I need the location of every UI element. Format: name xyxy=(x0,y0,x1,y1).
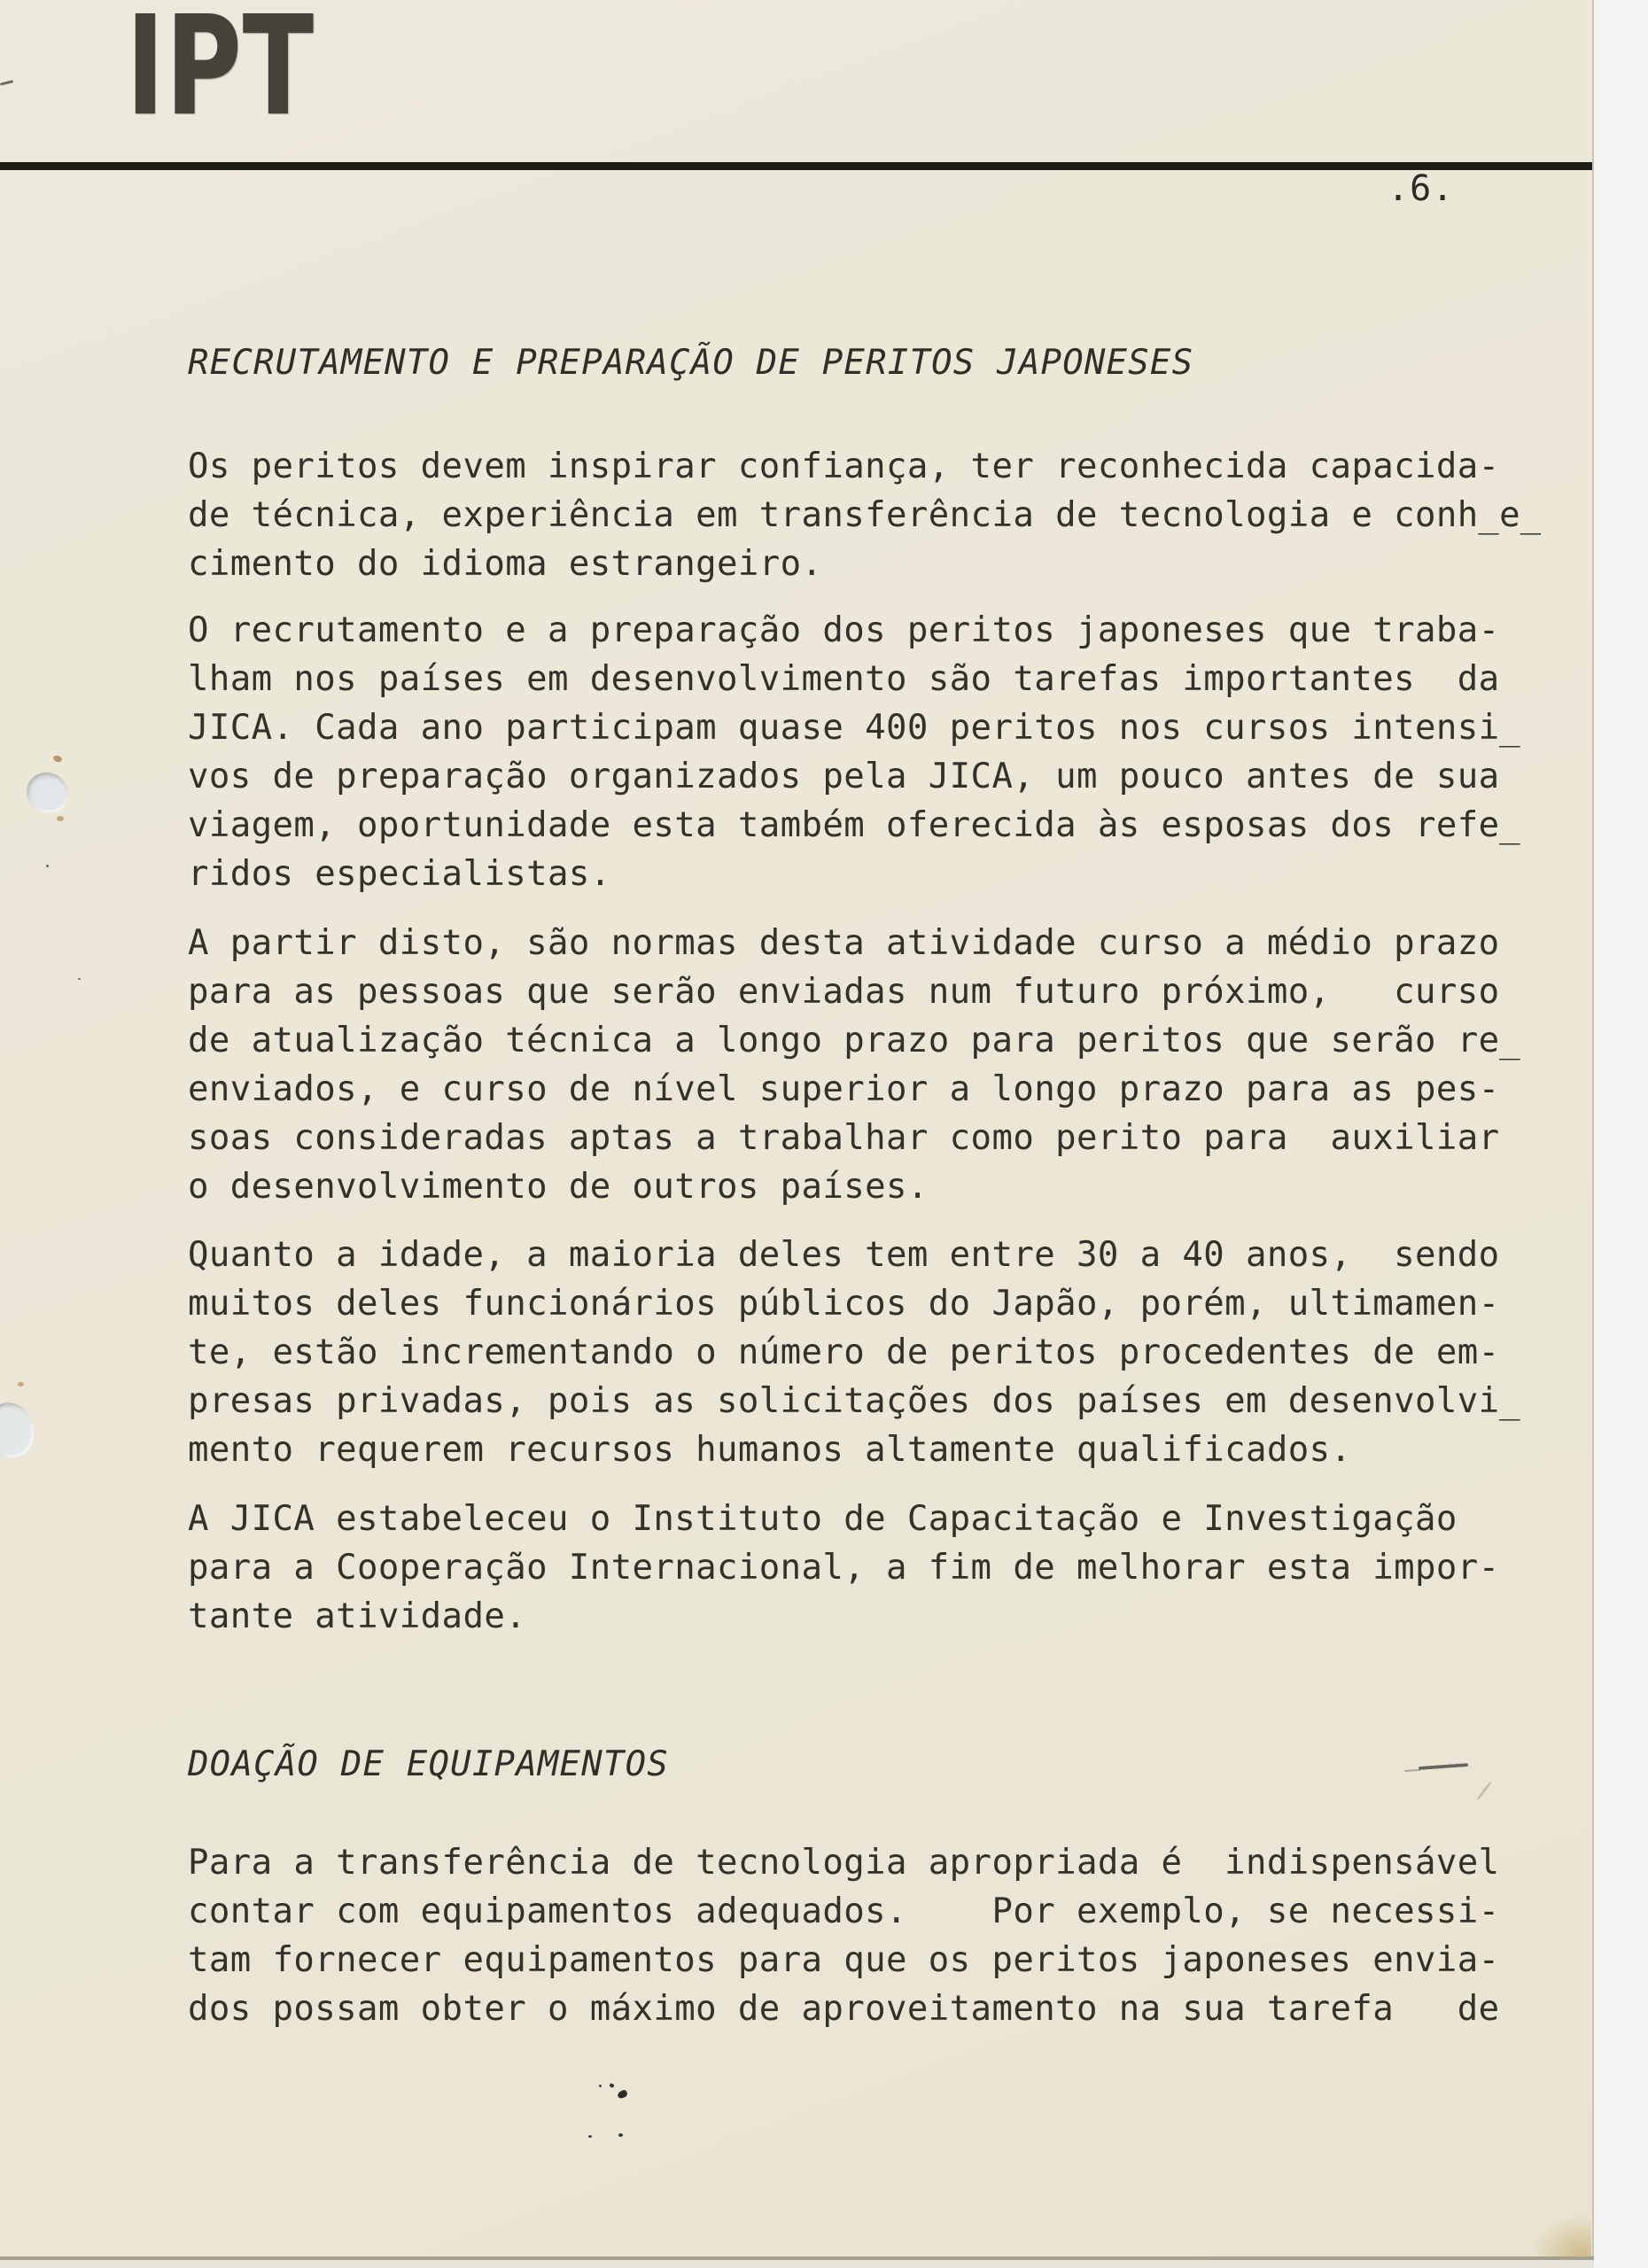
header-rule xyxy=(0,162,1592,170)
text-line: o desenvolvimento de outros países. xyxy=(188,1167,929,1207)
text-line: JICA. Cada ano participam quase 400 peritos nos cursos intensi̲ xyxy=(188,708,1521,748)
section2-paragraph-1 xyxy=(188,1838,1500,2033)
text-line: viagem, oportunidade esta também oferecida às esposas dos refe̲ xyxy=(188,805,1521,845)
paper-speck xyxy=(46,865,49,867)
paper-speck xyxy=(57,816,64,821)
pencil-smudge xyxy=(1476,1781,1492,1800)
hole-punch-tear-upper xyxy=(24,770,71,815)
text-line: Para a transferência de tecnologia apropriada é indispensável xyxy=(188,1843,1500,1883)
ink-speck xyxy=(609,2083,614,2088)
section1-paragraph-4 xyxy=(188,1231,1520,1474)
section1-paragraph-3 xyxy=(188,919,1520,1211)
text-line: te, estão incrementando o número de peritos procedentes de em- xyxy=(188,1332,1500,1372)
scan-background-right xyxy=(1592,0,1648,2268)
section1-paragraph-1 xyxy=(188,442,1542,588)
scan-background-bottom xyxy=(0,2260,1594,2268)
text-line: lham nos países em desenvolvimento são tarefas importantes da xyxy=(188,659,1500,699)
paper-speck xyxy=(18,1382,24,1386)
hole-punch-tear-lower xyxy=(0,1400,37,1460)
pencil-edge-mark xyxy=(0,80,13,86)
text-line: tante atividade. xyxy=(188,1596,527,1636)
section1-heading-block xyxy=(188,338,1193,387)
ink-speck xyxy=(588,2135,592,2138)
text-line: vos de preparação organizados pela JICA, um pouco antes de sua xyxy=(188,757,1500,796)
text-line: para as pessoas que serão enviadas num futuro próximo, curso xyxy=(188,972,1500,1012)
paper-speck xyxy=(52,755,63,764)
text-line: cimento do idioma estrangeiro. xyxy=(188,544,823,584)
page-number: .6. xyxy=(1388,168,1455,209)
text-line: O recrutamento e a preparação dos peritos japoneses que traba- xyxy=(188,610,1500,650)
section2-heading: DOAÇÃO DE EQUIPAMENTOS xyxy=(188,1744,669,1784)
text-line: presas privadas, pois as solicitações dos países em desenvolvi̲ xyxy=(188,1381,1521,1421)
text-line: dos possam obter o máximo de aproveitamento na sua tarefa de xyxy=(188,1989,1500,2029)
text-line: de atualização técnica a longo prazo para peritos que serão re̲ xyxy=(188,1021,1521,1060)
text-line: A JICA estabeleceu o Instituto de Capacitação e Investigação xyxy=(188,1499,1458,1539)
section1-heading: RECRUTAMENTO E PREPARAÇÃO DE PERITOS JAPONESES xyxy=(188,343,1194,383)
text-line: para a Cooperação Internacional, a fim de melhorar esta impor- xyxy=(188,1548,1500,1588)
corner-stain xyxy=(1531,2215,1591,2257)
section1-paragraph-2 xyxy=(188,606,1520,898)
text-line: tam fornecer equipamentos para que os peritos japoneses envia- xyxy=(188,1940,1500,1980)
ink-speck xyxy=(618,2133,623,2137)
text-line: soas consideradas aptas a trabalhar como perito para auxiliar xyxy=(188,1118,1500,1158)
text-line: Os peritos devem inspirar confiança, ter reconhecida capacida- xyxy=(188,447,1500,486)
text-line: contar com equipamentos adequados. Por exemplo, se necessi- xyxy=(188,1891,1500,1931)
text-line: ridos especialistas. xyxy=(188,854,611,894)
section2-heading-block xyxy=(188,1740,669,1789)
text-line: mento requerem recursos humanos altamente qualificados. xyxy=(188,1430,1352,1470)
ink-speck xyxy=(599,2085,602,2087)
text-line: A partir disto, são normas desta atividade curso a médio prazo xyxy=(188,923,1500,963)
text-line: muitos deles funcionários públicos do Japão, porém, ultimamen- xyxy=(188,1284,1500,1324)
text-line: Quanto a idade, a maioria deles tem entre 30 a 40 anos, sendo xyxy=(188,1235,1500,1275)
ink-speck xyxy=(617,2089,628,2100)
section1-paragraph-5 xyxy=(188,1495,1500,1641)
pencil-dash-mark xyxy=(1419,1763,1468,1770)
text-line: enviados, e curso de nível superior a longo prazo para as pes- xyxy=(188,1069,1500,1109)
ipt-logo: IPT xyxy=(126,0,315,146)
paper-speck xyxy=(78,978,81,980)
text-line: de técnica, experiência em transferência de tecnologia e conh̲e̲ xyxy=(188,495,1542,535)
